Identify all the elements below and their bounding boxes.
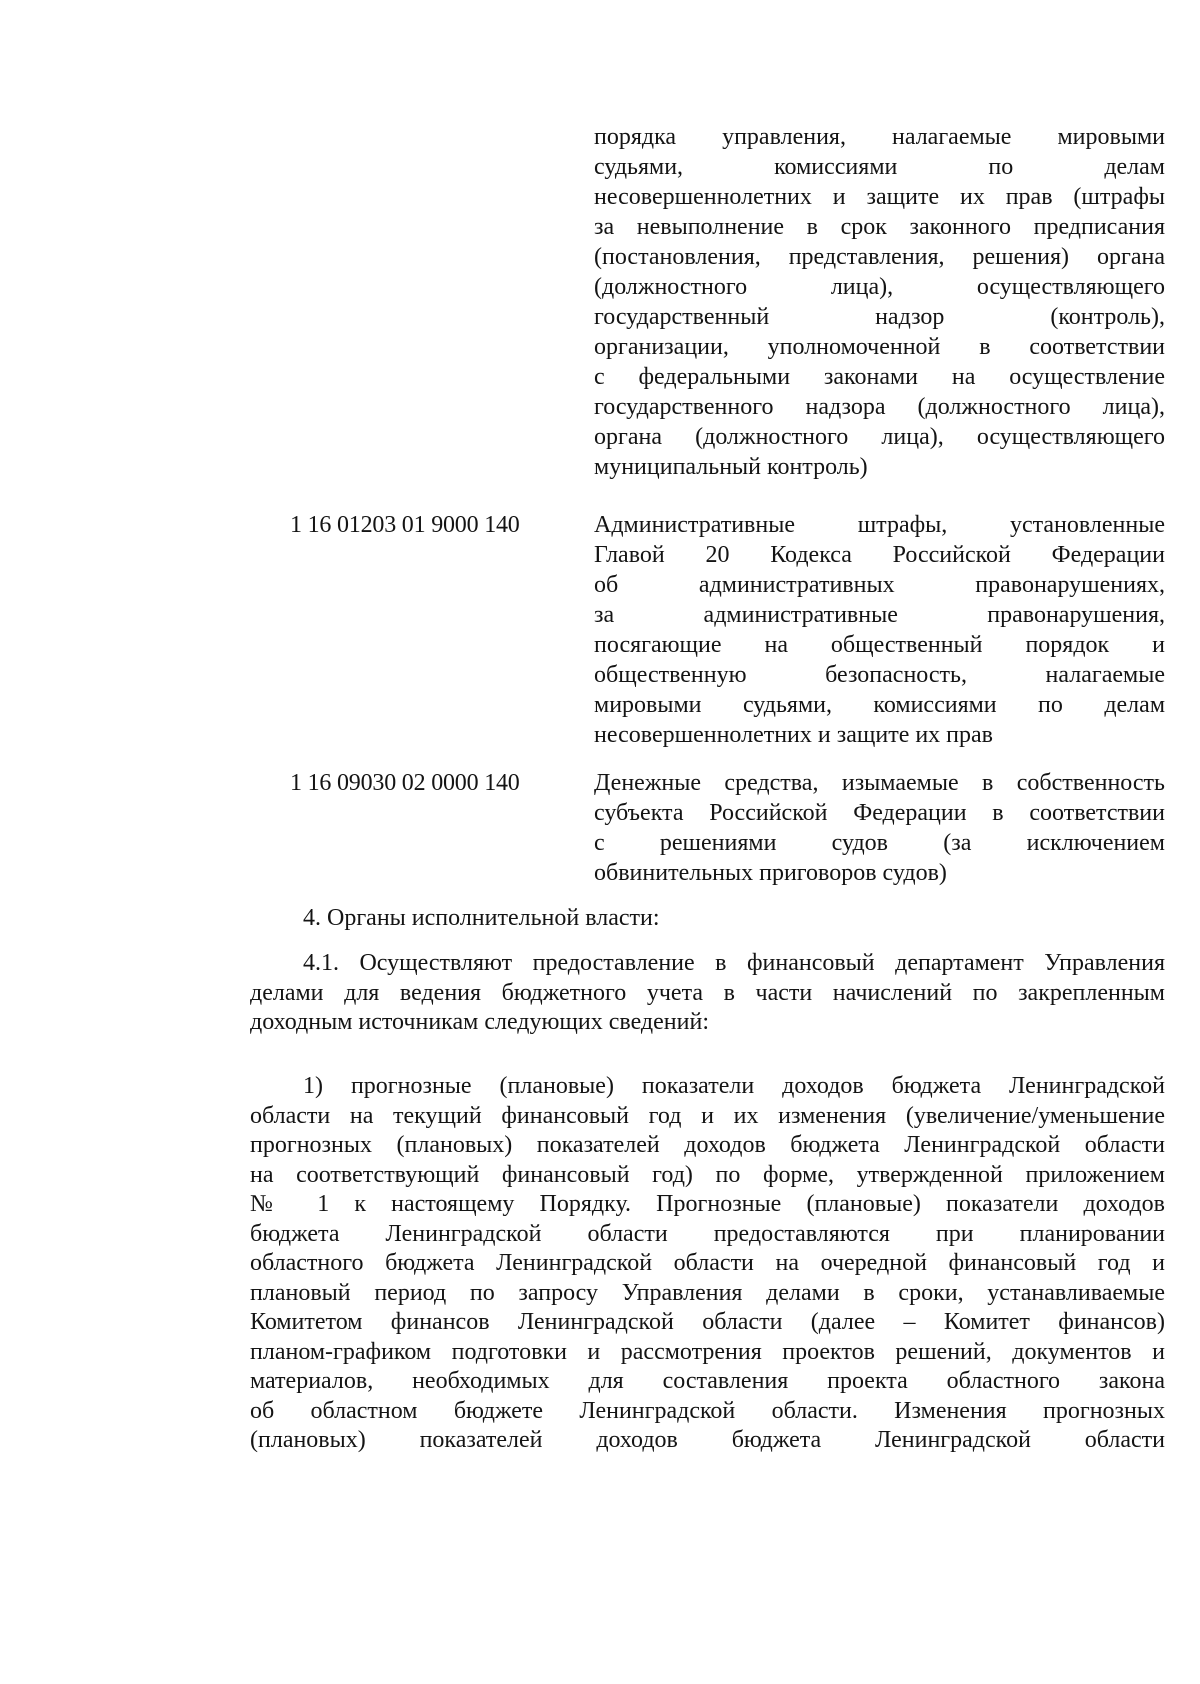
desc-line: Административные штрафы, установленные	[594, 512, 1165, 538]
paragraph-4-1	[250, 949, 1165, 1038]
desc-line: организации, уполномоченной в соответствии	[594, 334, 1165, 360]
paragraph-line: планом-графиком подготовки и рассмотрения проектов решений, документов и	[250, 1338, 1165, 1365]
desc-line: за невыполнение в срок законного предписания	[594, 214, 1165, 240]
desc-line: судьями, комиссиями по делам	[594, 154, 1165, 180]
desc-line: Главой 20 Кодекса Российской Федерации	[594, 542, 1165, 568]
paragraph-line: материалов, необходимых для составления проекта областного закона	[250, 1368, 1165, 1394]
paragraph-line: 1) прогнозные (плановые) показатели доходов бюджета Ленинградской	[303, 1073, 1165, 1099]
desc-line: Денежные средства, изымаемые в собственность	[594, 770, 1165, 796]
paragraph-line: бюджета Ленинградской области предоставляются при планировании	[250, 1220, 1165, 1247]
desc-line: (постановления, представления, решения) органа	[594, 244, 1165, 270]
paragraph-line: области на текущий финансовый год и их изменения (увеличение/уменьшение	[250, 1102, 1165, 1129]
desc-line: несовершеннолетних и защите их прав (штрафы	[594, 184, 1165, 210]
paragraph-line: 4.1. Осуществляют предоставление в финансовый департамент Управления	[303, 950, 1165, 976]
desc-line: государственный надзор (контроль),	[594, 304, 1165, 330]
paragraph-line: плановый период по запросу Управления делами в сроки, устанавливаемые	[250, 1279, 1165, 1306]
paragraph-item-1	[250, 1072, 1165, 1456]
desc-line: обвинительных приговоров судов)	[594, 860, 947, 886]
paragraph-line: № 1 к настоящему Порядку. Прогнозные (плановые) показатели доходов	[250, 1191, 1165, 1217]
paragraph-line: на соответствующий финансовый год) по форме, утвержденной приложением	[250, 1161, 1165, 1188]
paragraph-line: (плановых) показателей доходов бюджета Ленинградской области	[250, 1427, 1165, 1453]
desc-line: общественную безопасность, налагаемые	[594, 662, 1165, 688]
desc-line: субъекта Российской Федерации в соответствии	[594, 800, 1165, 826]
budget-code: 1 16 09030 02 0000 140	[290, 770, 520, 796]
paragraph-line: доходным источникам следующих сведений:	[250, 1009, 709, 1035]
paragraph-line: прогнозных (плановых) показателей доходов бюджета Ленинградской области	[250, 1132, 1165, 1158]
continued-description	[594, 122, 1165, 482]
desc-line: порядка управления, налагаемые мировыми	[594, 124, 1165, 150]
desc-line: за административные правонарушения,	[594, 602, 1165, 628]
desc-line: (должностного лица), осуществляющего	[594, 274, 1165, 300]
desc-line: органа (должностного лица), осуществляющего	[594, 424, 1165, 450]
paragraph-line: делами для ведения бюджетного учета в части начислений по закрепленным	[250, 979, 1165, 1006]
desc-line: посягающие на общественный порядок и	[594, 632, 1165, 658]
row-description	[594, 510, 1165, 750]
desc-line: об административных правонарушениях,	[594, 572, 1165, 598]
paragraph-line: об областном бюджете Ленинградской области. Изменения прогнозных	[250, 1397, 1165, 1424]
desc-line: муниципальный контроль)	[594, 454, 868, 480]
desc-line: мировыми судьями, комиссиями по делам	[594, 692, 1165, 718]
desc-line: с федеральными законами на осуществление	[594, 364, 1165, 390]
row-description	[594, 768, 1165, 888]
paragraph-line: Комитетом финансов Ленинградской области (далее – Комитет финансов)	[250, 1309, 1165, 1335]
budget-code: 1 16 01203 01 9000 140	[290, 512, 520, 538]
desc-line: с решениями судов (за исключением	[594, 830, 1165, 856]
desc-line: несовершеннолетних и защите их прав	[594, 722, 994, 748]
desc-line: государственного надзора (должностного лица),	[594, 394, 1165, 420]
paragraph-line: областного бюджета Ленинградской области на очередной финансовый год и	[250, 1250, 1165, 1276]
section-heading: 4. Органы исполнительной власти:	[303, 905, 660, 931]
